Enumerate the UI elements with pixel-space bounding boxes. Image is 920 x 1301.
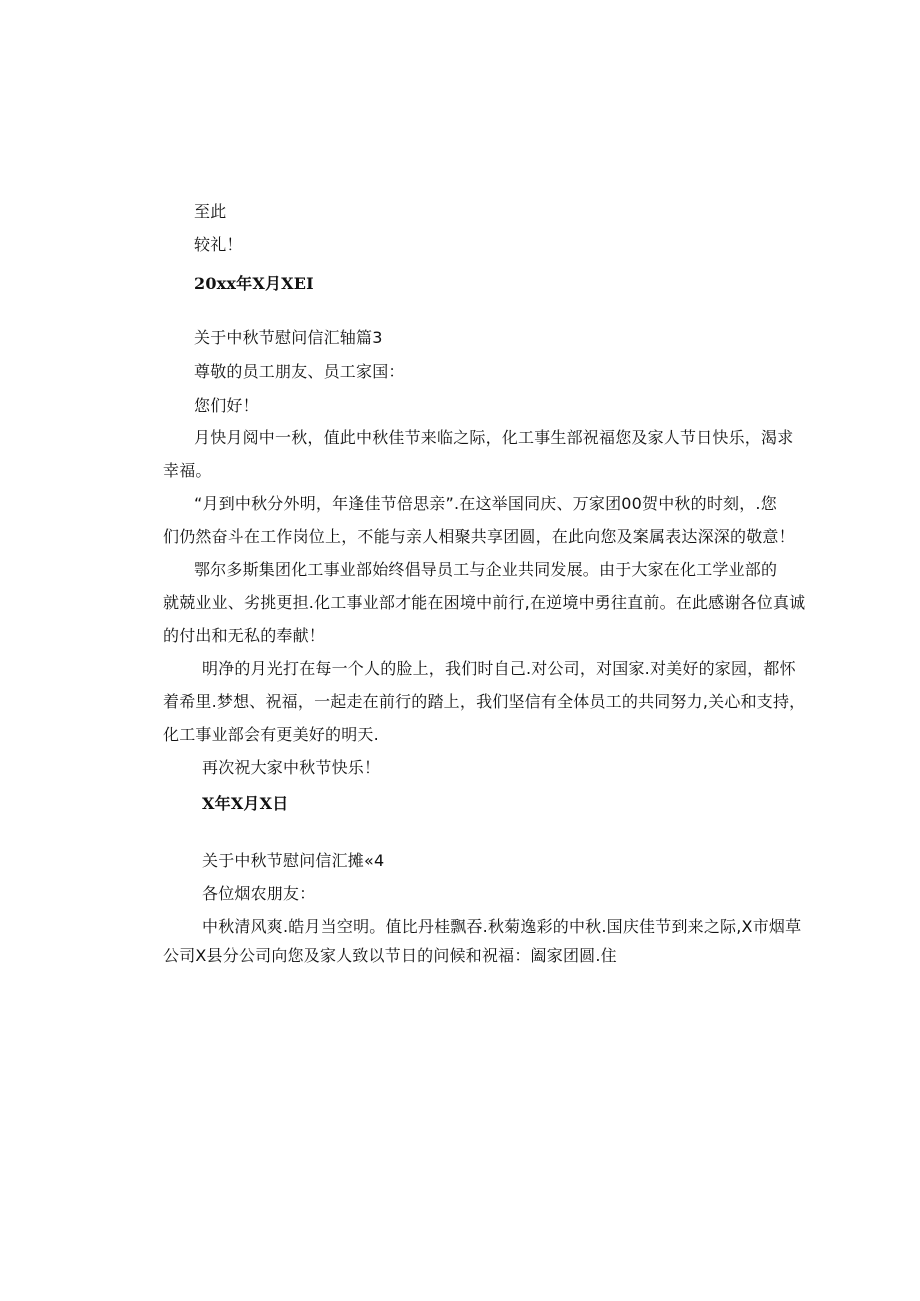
letter3-para2-line2: 们仍然奋斗在工作岗位上，不能与亲人相聚共享团圆，在此向您及案属表达深深的敬意！: [163, 527, 795, 546]
letter3-para3-line3: 的付出和无私的奉献！: [163, 626, 326, 645]
letter4-para1-line1: 中秋清风爽.皓月当空明。值比丹桂飘吞.秋菊逸彩的中秋.国庆佳节到来之际,X市烟草: [202, 917, 802, 936]
closing-greeting-2: 较礼！: [194, 235, 243, 254]
letter4-para1-line2: 公司X县分公司向您及家人致以节日的问候和祝福：阖家团圆.住: [163, 946, 617, 965]
letter3-date: X年X月X日: [202, 794, 289, 813]
letter3-para4-line1: 明净的月光打在每一个人的脸上，我们时自己.对公司，对国家.对美好的家园，都怀: [202, 659, 796, 678]
letter3-title: 关于中秋节慰问信汇轴篇3: [194, 328, 383, 347]
letter3-para3-line2: 就兢业业、劣挑更担.化工事业部才能在困境中前行,在逆境中勇往直前。在此感谢各位真诚: [163, 593, 806, 612]
closing-greeting-1: 至此: [194, 202, 227, 221]
letter3-hello: 您们好！: [194, 396, 259, 415]
closing-date: 20xx年X月XEI: [194, 274, 314, 293]
letter3-para4-line2: 着希里.梦想、祝福，一起走在前行的踏上，我们坚信有全体员工的共同努力,关心和支持，: [163, 692, 806, 711]
letter3-para4-line3: 化工事业部会有更美好的明天.: [163, 725, 379, 744]
letter3-para5: 再次祝大家中秋节快乐！: [202, 758, 381, 777]
letter3-para3-line1: 鄂尔多斯集团化工事业部始终倡导员工与企业共同发展。由于大家在化工学业部的: [194, 560, 778, 579]
letter3-para1-line1: 月快月阅中一秋，值此中秋佳节来临之际，化工事生部祝福您及家人节日快乐，渴求: [194, 428, 794, 447]
letter3-para1-line2: 幸福。: [163, 461, 212, 480]
letter3-para2-line1: “月到中秋分外明，年逢佳节倍思亲”.在这举国同庆、万家团00贺中秋的时刻，.您: [194, 494, 777, 513]
letter3-salutation: 尊敬的员工朋友、员工家国：: [194, 362, 405, 381]
letter4-title: 关于中秋节慰问信汇摊«4: [202, 851, 385, 870]
letter4-salutation: 各位烟农朋友：: [202, 884, 316, 903]
